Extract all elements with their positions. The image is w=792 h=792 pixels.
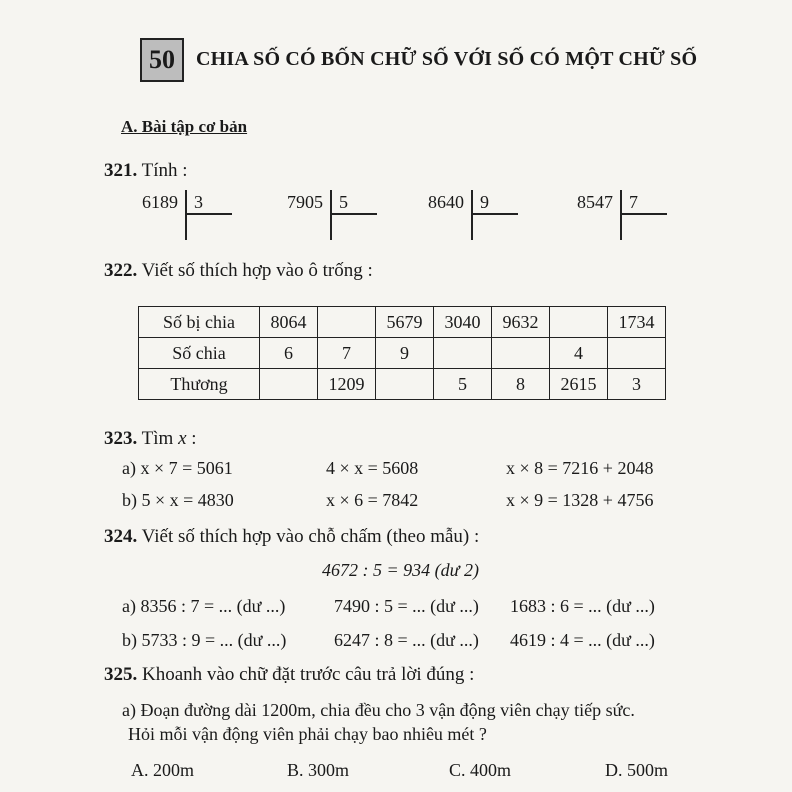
table-cell[interactable] — [260, 369, 318, 400]
divisor: 9 — [480, 192, 489, 212]
fill-in-line: 7490 : 5 = ... (dư ...) — [334, 596, 479, 616]
fill-in-line: b) 5733 : 9 = ... (dư ...) — [122, 630, 287, 650]
worked-example: 4672 : 5 = 934 (dư 2) — [322, 560, 479, 580]
division-line — [622, 213, 667, 215]
exercise-322-header — [104, 260, 373, 282]
fill-in-line: 6247 : 8 = ... (dư ...) — [334, 630, 479, 650]
section-heading: A. Bài tập cơ bản — [121, 117, 248, 136]
table-cell[interactable] — [318, 307, 376, 338]
equation: b) 5 × x = 4830 — [122, 490, 234, 510]
table-row — [139, 338, 666, 369]
division-line — [187, 213, 232, 215]
prompt-colon: : — [186, 428, 197, 449]
equation: x × 6 = 7842 — [326, 490, 419, 510]
table-cell[interactable]: 9 — [376, 338, 434, 369]
fill-in-line: 4619 : 4 = ... (dư ...) — [510, 630, 655, 650]
table-row — [139, 369, 666, 400]
equation: x × 8 = 7216 + 2048 — [506, 458, 654, 478]
exercise-prompt: Khoanh vào chữ đặt trước câu trả lời đúng : — [142, 664, 475, 685]
exercise-325-header — [104, 664, 474, 686]
dividend: 8547 — [577, 192, 613, 212]
row-header: Số bị chia — [139, 307, 260, 338]
table-cell[interactable]: 1209 — [318, 369, 376, 400]
equation: a) x × 7 = 5061 — [122, 458, 233, 478]
division-line — [332, 213, 377, 215]
equation: x × 9 = 1328 + 4756 — [506, 490, 654, 510]
table-cell[interactable] — [550, 307, 608, 338]
table-cell[interactable]: 7 — [318, 338, 376, 369]
fill-in-line: a) 8356 : 7 = ... (dư ...) — [122, 596, 286, 616]
divisor: 7 — [629, 192, 638, 212]
answer-option-d[interactable]: D. 500m — [605, 760, 668, 780]
answer-option-c[interactable]: C. 400m — [449, 760, 512, 780]
division-bar — [185, 190, 187, 240]
dividend: 6189 — [142, 192, 178, 212]
table-cell[interactable]: 3 — [608, 369, 666, 400]
table-cell[interactable] — [376, 369, 434, 400]
question-text: a) Đoạn đường dài 1200m, chia đều cho 3 vận động viên chạy tiếp sức. — [122, 700, 635, 720]
division-bar — [471, 190, 473, 240]
divisor: 5 — [339, 192, 348, 212]
answer-option-b[interactable]: B. 300m — [287, 760, 350, 780]
table-cell[interactable]: 2615 — [550, 369, 608, 400]
exercise-324-header — [104, 526, 479, 548]
exercise-number: 321. — [104, 160, 138, 181]
table-cell[interactable] — [608, 338, 666, 369]
exercise-prompt: Tìm — [141, 428, 174, 449]
exercise-prompt: Viết số thích hợp vào chỗ chấm (theo mẫu) : — [141, 526, 480, 547]
table-cell[interactable]: 9632 — [492, 307, 550, 338]
exercise-321-header — [104, 160, 188, 182]
exercise-number: 322. — [104, 260, 138, 281]
fill-in-line: 1683 : 6 = ... (dư ...) — [510, 596, 655, 616]
table-cell[interactable] — [434, 338, 492, 369]
division-bar — [620, 190, 622, 240]
table-cell[interactable]: 1734 — [608, 307, 666, 338]
exercise-number: 323. — [104, 428, 138, 449]
division-table — [138, 306, 666, 400]
divisor: 3 — [194, 192, 203, 212]
equation: 4 × x = 5608 — [326, 458, 419, 478]
exercise-number: 325. — [104, 664, 138, 685]
lesson-number: 50 — [140, 38, 184, 82]
exercise-number: 324. — [104, 526, 138, 547]
exercise-323-header — [104, 428, 197, 450]
division-bar — [330, 190, 332, 240]
dividend: 7905 — [287, 192, 323, 212]
table-cell[interactable]: 6 — [260, 338, 318, 369]
division-line — [473, 213, 518, 215]
table-cell[interactable]: 8064 — [260, 307, 318, 338]
exercise-prompt: Viết số thích hợp vào ô trống : — [141, 260, 373, 281]
table-cell[interactable]: 5679 — [376, 307, 434, 338]
table-cell[interactable]: 5 — [434, 369, 492, 400]
answer-option-a[interactable]: A. 200m — [131, 760, 194, 780]
row-header: Thương — [139, 369, 260, 400]
lesson-title: CHIA SỐ CÓ BỐN CHỮ SỐ VỚI SỐ CÓ MỘT CHỮ SỐ — [196, 48, 698, 70]
table-cell[interactable]: 3040 — [434, 307, 492, 338]
exercise-prompt: Tính : — [141, 160, 188, 181]
row-header: Số chia — [139, 338, 260, 369]
dividend: 8640 — [428, 192, 464, 212]
question-text: Hỏi mỗi vận động viên phải chạy bao nhiêu mét ? — [128, 724, 487, 744]
table-cell[interactable]: 4 — [550, 338, 608, 369]
table-cell[interactable]: 8 — [492, 369, 550, 400]
table-row — [139, 307, 666, 338]
table-cell[interactable] — [492, 338, 550, 369]
variable-x: x — [178, 428, 187, 449]
